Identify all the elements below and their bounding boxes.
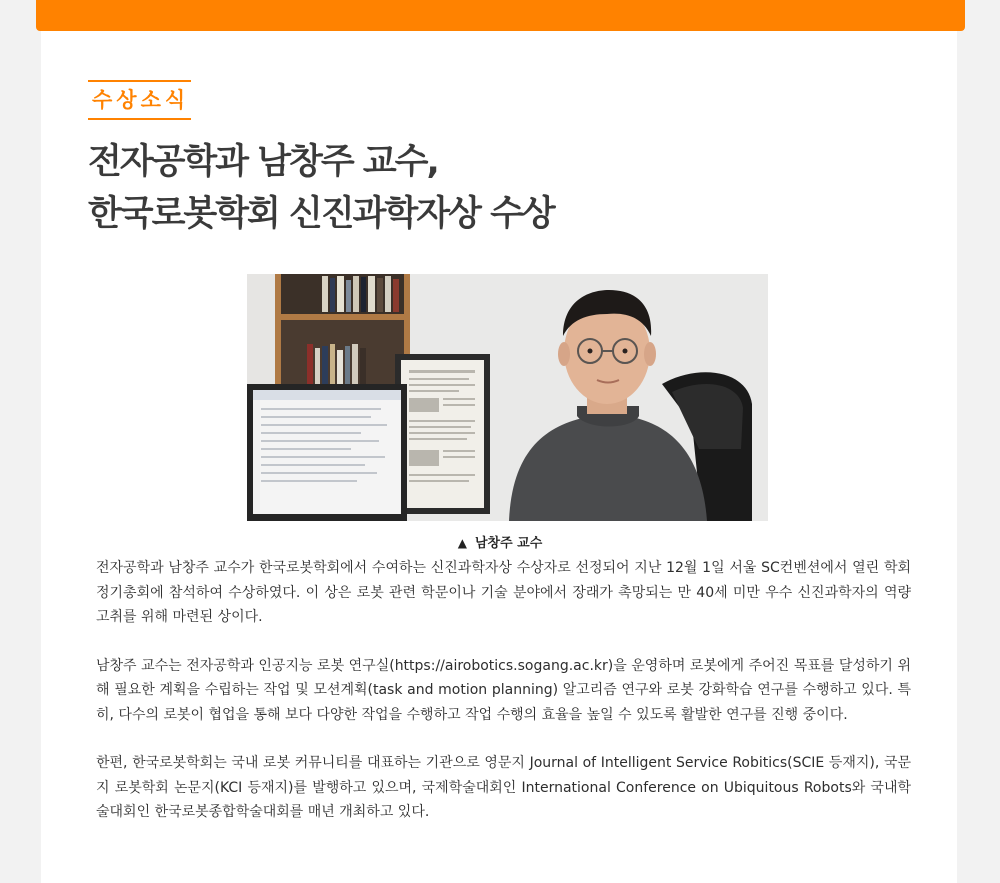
paragraph-society: 한편, 한국로봇학회는 국내 로봇 커뮤니티를 대표하는 기관으로 영문지 Journal of Intelligent Service Robitics(SCIE 등재지), 국문지 로봇학회 논문지(KCI 등재지)를 발행하고 있으며, 국제학술대회인 International Conference on Ubiquitous Robots와 국내학술대회인 한국로봇종합학술대회를 매년 개최하고 있다. [96,755,911,820]
caption-text: 남창주 교수 [474,536,543,551]
caption-triangle-icon: ▲ [457,536,467,550]
professor-photo [247,274,768,521]
title-line-1: 전자공학과 남창주 교수, [88,142,438,182]
top-accent-bar [36,0,965,31]
paragraph-research: 남창주 교수는 전자공학과 인공지능 로봇 연구실(https://airobotics.sogang.ac.kr)을 운영하며 로봇에게 주어진 목표를 달성하기 위해 필요한 계획을 수립하는 작업 및 모션계획(task and motion planning) 알고리즘 연구와 로봇 강화학습 연구를 수행하고 있다. 특히, 다수의 로봇이 협업을 통해 보다 다양한 작업을 수행하고 작업 수행의 효율을 높일 수 있도록 활발한 연구를 진행 중이다. [96,657,911,723]
category-label: 수상소식 [88,80,191,120]
professor-photo-illustration [247,274,768,521]
paragraph-award: 전자공학과 남창주 교수가 한국로봇학회에서 수여하는 신진과학자상 수상자로 선정되어 지난 12월 1일 서울 SC컨벤션에서 열린 학회 정기총회에 참석하여 수상하였다. 이 상은 로봇 관련 학문이나 기술 분야에서 장래가 촉망되는 만 40세 미만 우수 신진과학자의 역량 고취를 위해 마련된 상이다. [96,560,911,625]
photo-caption [0,532,1000,551]
article-body [96,556,911,849]
article-title [88,136,888,240]
title-line-2: 한국로봇학회 신진과학자상 수상 [88,194,554,234]
